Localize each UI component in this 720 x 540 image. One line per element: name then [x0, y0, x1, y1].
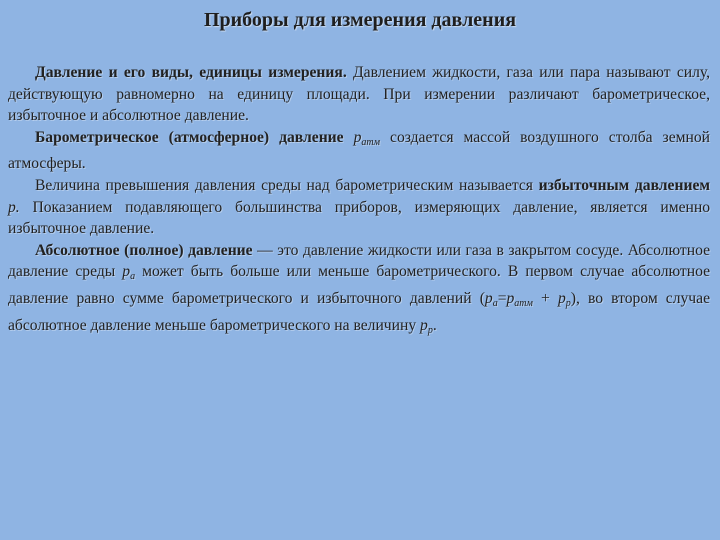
subscript-atm: атм: [514, 297, 533, 309]
paragraph-barometric: [8, 127, 710, 175]
pressure-types-heading: Давление и его виды, единицы измерения.: [35, 64, 347, 81]
subscript-a: а: [492, 297, 498, 309]
paragraph-absolute: [8, 240, 710, 341]
absolute-text-a: — это давление жидкости или газа в закрытом сосуде. Абсолютное давление среды: [8, 241, 710, 281]
symbol-p: р: [557, 289, 566, 307]
absolute-text-b: может быть больше или меньше барометрического. В первом случае абсолютное давление равно сумме барометрического и избыточного давлений (: [8, 263, 710, 307]
symbol-p: р: [420, 316, 428, 334]
subscript-atm: атм: [361, 136, 381, 148]
symbol-p: р: [353, 128, 362, 146]
barometric-text: создается массой воздушного столба земной атмосферы.: [8, 128, 710, 173]
paragraph-pressure-types: [8, 62, 710, 127]
absolute-heading: Абсолютное (полное) давление: [35, 241, 253, 259]
symbol-p: р: [122, 263, 131, 281]
slide-title: Приборы для измерения давления: [203, 9, 517, 31]
symbol-p: р.: [8, 198, 20, 216]
absolute-text-c: ), во втором случае абсолютное давление меньше барометрического на величину: [8, 289, 710, 334]
barometric-heading: Барометрическое (атмосферное) давление: [35, 128, 344, 146]
plus-sign: +: [532, 289, 558, 307]
subscript-p: р: [565, 297, 571, 309]
subscript-p: р: [427, 324, 433, 336]
paragraph-excess: [8, 175, 710, 240]
final-period: .: [432, 316, 437, 334]
slide-body: [8, 62, 710, 341]
symbol-p: р: [506, 289, 515, 307]
symbol-p: р: [484, 289, 493, 307]
excess-heading: избыточным давлением: [538, 176, 710, 194]
equals-sign: =: [497, 289, 507, 307]
pressure-definition-text: Давлением жидкости, газа или пара называют силу, действующую равномерно на единицу площади. При измерении различают барометрическое, избыточное и абсолютное давление.: [8, 64, 711, 125]
excess-text-a: Величина превышения давления среды над барометрическим называется: [35, 176, 539, 194]
subscript-a: а: [130, 271, 136, 283]
excess-text-b: Показанием подавляющего большинства приборов, измеряющих давление, является именно избыточное давление.: [8, 198, 710, 238]
